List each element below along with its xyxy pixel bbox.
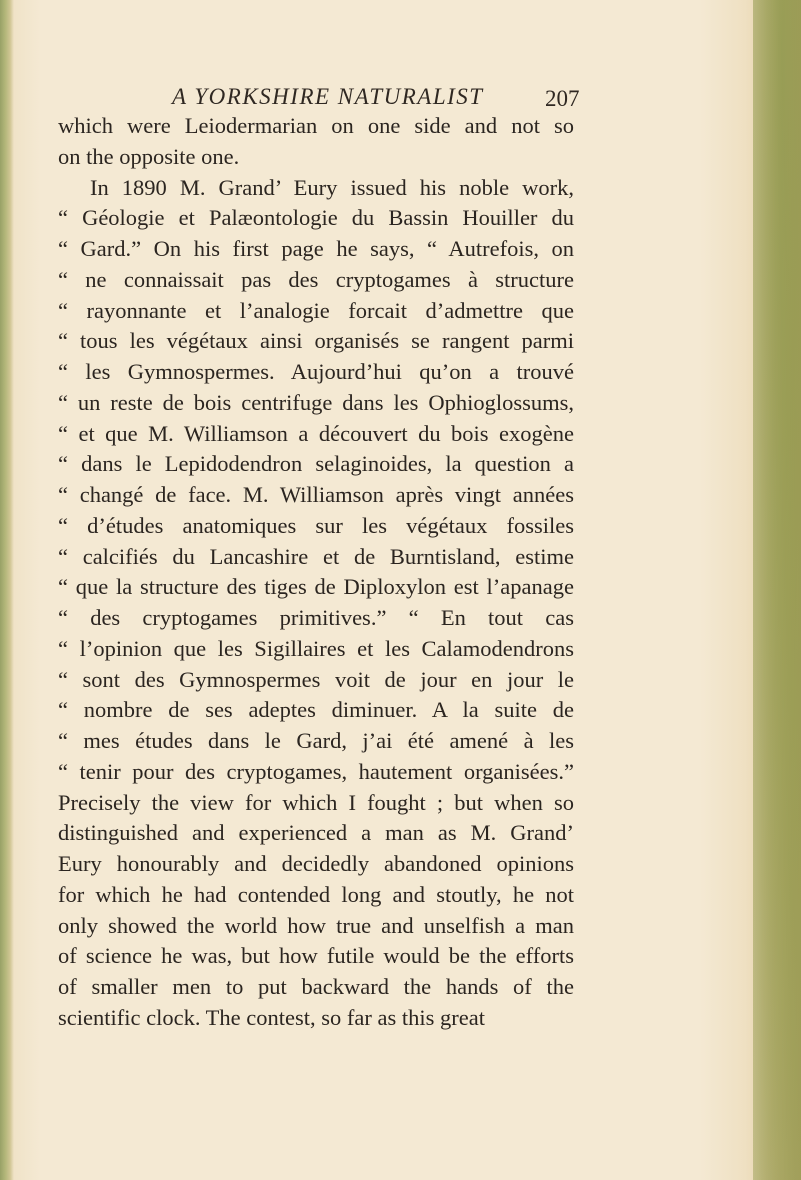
- text-line: “ l’opinion que les Sigillaires et les Calamodendrons: [58, 635, 574, 661]
- text-line: In 1890 M. Grand’ Eury issued his noble work,: [90, 174, 574, 200]
- text-line: distinguished and experienced a man as M. Grand’: [58, 820, 574, 846]
- text-line: of smaller men to put backward the hands of the: [58, 974, 574, 999]
- text-line: scientific clock. The contest, so far as this great: [58, 1004, 485, 1030]
- text-line: “ tous les végétaux ainsi organisés se rangent parmi: [58, 328, 574, 354]
- page-right-edge: [753, 0, 801, 1180]
- text-line: “ les Gymnospermes. Aujourd’hui qu’on a trouvé: [58, 359, 574, 384]
- text-line: which were Leiodermarian on one side and not so: [58, 113, 574, 138]
- page-number: 207: [545, 86, 580, 111]
- text-line: on the opposite one.: [58, 143, 240, 169]
- text-line: only showed the world how true and unselfish a man: [58, 912, 574, 938]
- body-text: [58, 111, 574, 1034]
- text-line: “ et que M. Williamson a découvert du bois exogène: [58, 420, 574, 446]
- text-line: “ Géologie et Palæontologie du Bassin Houiller du: [58, 205, 574, 231]
- text-line: “ un reste de bois centrifuge dans les Ophioglossums,: [58, 389, 574, 415]
- text-line: Precisely the view for which I fought ; but when so: [58, 789, 574, 815]
- text-line: Eury honourably and decidedly abandoned opinions: [58, 851, 574, 876]
- text-line: “ des cryptogames primitives.” “ En tout cas: [58, 605, 574, 630]
- text-line: of science he was, but how futile would be the efforts: [58, 943, 574, 969]
- text-line: “ dans le Lepidodendron selaginoides, la question a: [58, 451, 574, 477]
- text-line: “ ne connaissait pas des cryptogames à structure: [58, 266, 574, 292]
- text-line: “ sont des Gymnospermes voit de jour en jour le: [58, 666, 574, 692]
- text-line: “ nombre de ses adeptes diminuer. A la suite de: [58, 697, 574, 723]
- text-line: “ mes études dans le Gard, j’ai été amené à les: [58, 728, 574, 753]
- text-line: “ Gard.” On his first page he says, “ Autrefois, on: [58, 236, 574, 261]
- page-header: [0, 84, 801, 114]
- text-line: “ calcifiés du Lancashire et de Burntisland, estime: [58, 543, 574, 569]
- text-line: “ que la structure des tiges de Diploxylon est l’apanage: [58, 574, 574, 600]
- running-title: A YORKSHIRE NATURALIST: [172, 84, 484, 109]
- page-left-edge: [0, 0, 14, 1180]
- text-line: “ changé de face. M. Williamson après vingt années: [58, 482, 574, 507]
- text-line: “ rayonnante et l’analogie forcait d’admettre que: [58, 297, 574, 323]
- text-line: for which he had contended long and stoutly, he not: [58, 881, 574, 907]
- text-line: “ tenir pour des cryptogames, hautement organisées.”: [58, 758, 574, 784]
- text-line: “ d’études anatomiques sur les végétaux fossiles: [58, 512, 574, 538]
